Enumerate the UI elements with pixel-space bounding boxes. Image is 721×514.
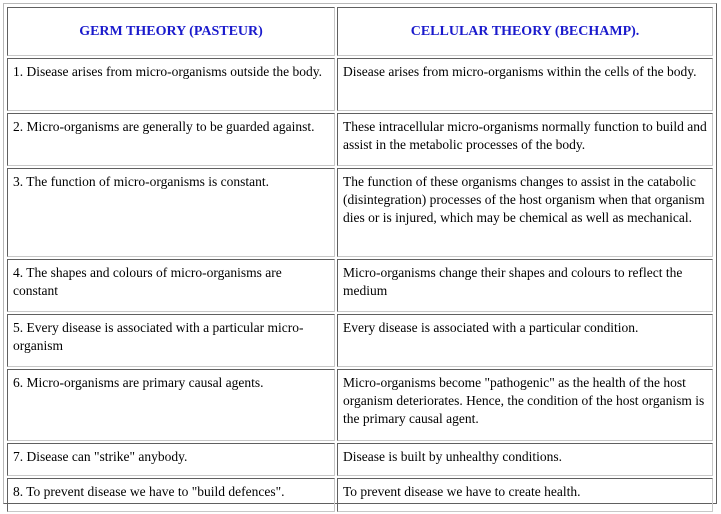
cellular-theory-cell: Every disease is associated with a particular condition. (337, 314, 713, 367)
cellular-theory-cell: Disease arises from micro-organisms within the cells of the body. (337, 58, 713, 111)
table-row (7, 314, 713, 367)
germ-theory-cell: 4. The shapes and colours of micro-organisms are constant (7, 259, 335, 312)
comparison-table-frame (3, 3, 717, 504)
table-row (7, 58, 713, 111)
cellular-theory-cell: The function of these organisms changes to assist in the catabolic (disintegration) processes of the host organism when that organism dies or is injured, which may be chemical as well as mechanical. (337, 168, 713, 257)
cellular-theory-cell: Micro-organisms change their shapes and colours to reflect the medium (337, 259, 713, 312)
header-germ-theory: GERM THEORY (PASTEUR) (7, 7, 335, 56)
table-row (7, 259, 713, 312)
table-row (7, 168, 713, 257)
cellular-theory-cell: To prevent disease we have to create health. (337, 478, 713, 512)
germ-theory-cell: 6. Micro-organisms are primary causal agents. (7, 369, 335, 441)
germ-theory-cell: 3. The function of micro-organisms is constant. (7, 168, 335, 257)
cellular-theory-cell: Micro-organisms become "pathogenic" as the health of the host organism deteriorates. Hence, the condition of the host organism is the primary causal agent. (337, 369, 713, 441)
table-row (7, 478, 713, 512)
cellular-theory-cell: These intracellular micro-organisms normally function to build and assist in the metabolic processes of the body. (337, 113, 713, 166)
germ-theory-cell: 5. Every disease is associated with a particular micro-organism (7, 314, 335, 367)
germ-theory-cell: 7. Disease can "strike" anybody. (7, 443, 335, 476)
comparison-table (5, 5, 715, 514)
table-row (7, 443, 713, 476)
cellular-theory-cell: Disease is built by unhealthy conditions. (337, 443, 713, 476)
table-header-row (7, 7, 713, 56)
germ-theory-cell: 1. Disease arises from micro-organisms outside the body. (7, 58, 335, 111)
header-cellular-theory: CELLULAR THEORY (BECHAMP). (337, 7, 713, 56)
table-row (7, 113, 713, 166)
table-row (7, 369, 713, 441)
germ-theory-cell: 2. Micro-organisms are generally to be guarded against. (7, 113, 335, 166)
germ-theory-cell: 8. To prevent disease we have to "build defences". (7, 478, 335, 512)
